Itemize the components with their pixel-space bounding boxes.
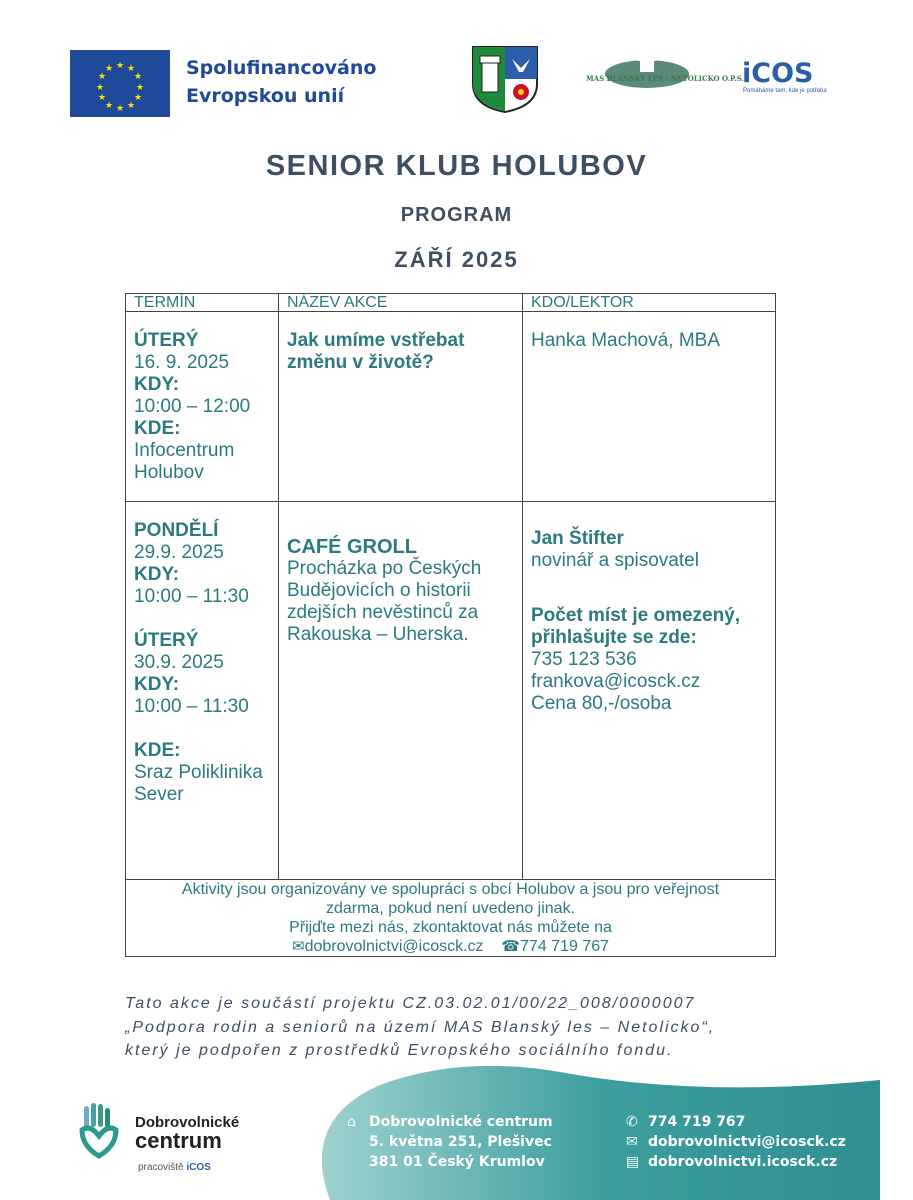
eu-cofinanced-label: Spolufinancováno Evropskou unií bbox=[186, 57, 377, 107]
table-row bbox=[126, 312, 776, 502]
project-statement bbox=[125, 992, 715, 1063]
phone-icon: ✆ bbox=[626, 1114, 638, 1130]
footer-contacts bbox=[130, 937, 771, 956]
dobrovolnicke-centrum-hand-heart-logo bbox=[78, 1102, 120, 1160]
row2-date1: 29.9. 2025 bbox=[134, 542, 224, 563]
icos-logo: iCOS bbox=[742, 58, 814, 89]
row2-where-label: KDE: bbox=[134, 740, 181, 761]
project-line2: „Podpora rodin a seniorů na území MAS Blanský les – Netolicko“, bbox=[125, 1018, 716, 1036]
phone-icon: ☎ bbox=[501, 938, 521, 955]
row1-title-line2: změnu v životě? bbox=[287, 352, 434, 373]
footer-email[interactable]: dobrovolnictvi@icosck.cz bbox=[304, 938, 484, 955]
envelope-icon: ✉ bbox=[292, 938, 305, 955]
row1-termin bbox=[126, 312, 279, 502]
row2-price: Cena 80,-/osoba bbox=[531, 693, 672, 714]
dc-logo-line3: pracoviště iCOS bbox=[138, 1162, 211, 1173]
table-footer-row bbox=[126, 880, 776, 957]
footer-line1: Aktivity jsou organizovány ve spolupráci s obcí Holubov a jsou pro veřejnost bbox=[181, 881, 720, 898]
svg-text:★: ★ bbox=[95, 83, 105, 93]
row2-email[interactable]: frankova@icosck.cz bbox=[531, 671, 701, 692]
svg-text:★: ★ bbox=[126, 64, 136, 74]
envelope-icon: ✉ bbox=[626, 1134, 638, 1150]
row1-day: ÚTERÝ bbox=[134, 330, 199, 351]
bottom-phone[interactable]: 774 719 767 bbox=[648, 1114, 746, 1130]
address-line3: 381 01 Český Krumlov bbox=[369, 1154, 545, 1170]
dc-logo-line2: centrum bbox=[135, 1128, 222, 1153]
row2-time1: 10:00 – 11:30 bbox=[134, 586, 249, 607]
address-line1: Dobrovolnické centrum bbox=[369, 1114, 553, 1130]
month-title: ZÁŘÍ 2025 bbox=[394, 247, 519, 272]
svg-text:★: ★ bbox=[133, 72, 143, 82]
row2-place-line1: Sraz Poliklinika bbox=[134, 762, 263, 783]
holubov-coat-of-arms-logo bbox=[470, 44, 540, 114]
project-line1: Tato akce je součástí projektu CZ.03.02.01/00/22_008/0000007 bbox=[125, 995, 696, 1012]
svg-text:★: ★ bbox=[97, 72, 107, 82]
row1-lecturer-name: Hanka Machová, MBA bbox=[531, 330, 721, 351]
club-title: SENIOR KLUB HOLUBOV bbox=[265, 150, 648, 182]
bottom-web[interactable]: dobrovolnictvi.icosck.cz bbox=[648, 1154, 838, 1170]
table-footer bbox=[126, 880, 776, 957]
row1-event bbox=[279, 312, 523, 502]
footer-contacts-block bbox=[626, 1112, 846, 1172]
row2-day1: PONDĚLÍ bbox=[134, 520, 219, 541]
footer-address bbox=[347, 1112, 553, 1172]
row2-event-name: CAFÉ GROLL bbox=[287, 536, 417, 558]
row1-date: 16. 9. 2025 bbox=[134, 352, 230, 373]
footer-line2: zdarma, pokud není uvedeno jinak. bbox=[325, 900, 576, 917]
program-table bbox=[125, 293, 776, 957]
row2-date2: 30.9. 2025 bbox=[134, 652, 224, 673]
row2-event bbox=[279, 502, 523, 880]
row2-desc-line2: Budějovicích o historii bbox=[287, 580, 471, 601]
row2-notice-line2: přihlašujte se zde: bbox=[531, 627, 697, 648]
row1-place-line1: Infocentrum bbox=[134, 440, 235, 461]
row1-lecturer bbox=[523, 312, 776, 502]
row1-title-line1: Jak umíme vstřebat bbox=[287, 330, 465, 351]
row2-lecturer bbox=[523, 502, 776, 880]
mas-label: MAS BLANSKÝ LES - NETOLICKO O.P.S. bbox=[586, 74, 744, 83]
svg-text:★: ★ bbox=[115, 104, 125, 114]
row2-desc-line4: Rakouska – Uherska. bbox=[287, 624, 469, 645]
web-icon: ▤ bbox=[626, 1154, 640, 1170]
row2-desc-line1: Procházka po Českých bbox=[287, 558, 482, 579]
header-termin: TERMÍN bbox=[126, 294, 279, 312]
row2-desc-line3: zdejších nevěstinců za bbox=[287, 602, 479, 623]
svg-text:★: ★ bbox=[97, 93, 107, 103]
row2-phone[interactable]: 735 123 536 bbox=[531, 649, 637, 670]
row2-when-label2: KDY: bbox=[134, 674, 180, 695]
row2-notice-line1: Počet míst je omezený, bbox=[531, 605, 741, 626]
row2-lecturer-name: Jan Štifter bbox=[531, 528, 624, 549]
header-lecturer: KDO/LEKTOR bbox=[523, 294, 776, 312]
row2-when-label1: KDY: bbox=[134, 564, 180, 585]
svg-text:★: ★ bbox=[104, 64, 114, 74]
bottom-email[interactable]: dobrovolnictvi@icosck.cz bbox=[648, 1134, 846, 1150]
row1-place-line2: Holubov bbox=[134, 462, 204, 483]
address-line2: 5. května 251, Plešivec bbox=[369, 1134, 552, 1150]
home-icon: ⌂ bbox=[347, 1114, 356, 1130]
table-header-row bbox=[126, 294, 776, 312]
row1-time: 10:00 – 12:00 bbox=[134, 396, 251, 417]
svg-text:★: ★ bbox=[133, 93, 143, 103]
row2-day2: ÚTERÝ bbox=[134, 630, 199, 651]
project-line3: který je podpořen z prostředků Evropského sociálního fondu. bbox=[125, 1042, 674, 1059]
row2-termin bbox=[126, 502, 279, 880]
header-event-name: NÁZEV AKCE bbox=[279, 294, 523, 312]
footer-phone[interactable]: 774 719 767 bbox=[520, 938, 609, 955]
row1-when-label: KDY: bbox=[134, 374, 180, 395]
svg-text:★: ★ bbox=[126, 101, 136, 111]
svg-text:★: ★ bbox=[115, 61, 125, 71]
row1-where-label: KDE: bbox=[134, 418, 181, 439]
row2-place-line2: Sever bbox=[134, 784, 184, 805]
row2-lecturer-role: novinář a spisovatel bbox=[531, 550, 699, 571]
program-subtitle: PROGRAM bbox=[400, 204, 513, 226]
eu-flag-logo bbox=[70, 50, 170, 117]
table-row bbox=[126, 502, 776, 880]
svg-text:★: ★ bbox=[104, 101, 114, 111]
row2-time2: 10:00 – 11:30 bbox=[134, 696, 249, 717]
icos-tagline: Pomáháme tam, kde je potřeba bbox=[743, 88, 827, 94]
svg-text:★: ★ bbox=[135, 83, 145, 93]
footer-line3: Přijďte mezi nás, zkontaktovat nás můžete na bbox=[289, 919, 612, 936]
dc-logo-line1: Dobrovolnické bbox=[135, 1114, 240, 1131]
